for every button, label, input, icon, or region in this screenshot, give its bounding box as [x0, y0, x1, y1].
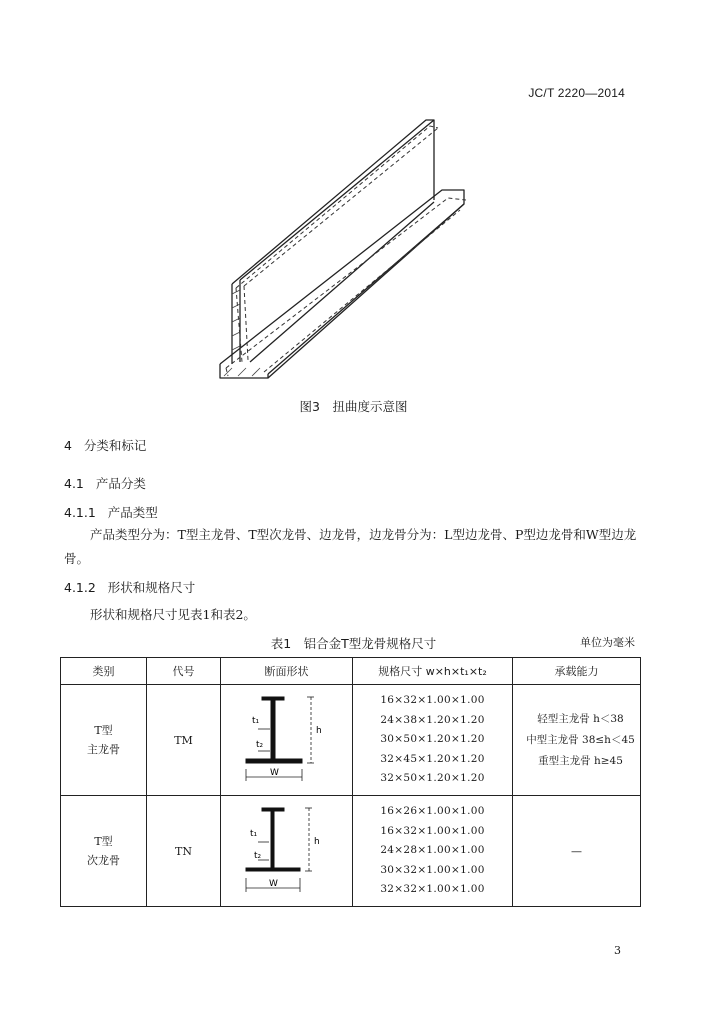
section-4-heading — [64, 436, 146, 454]
twist-outline-web — [236, 126, 438, 288]
figure-3-caption: 图3 扭曲度示意图 — [299, 399, 408, 414]
svg-text:t₁: t₁ — [249, 828, 257, 839]
section-4-1-2-heading — [64, 578, 195, 596]
table-row — [61, 796, 641, 907]
section-number: 4.1.1 — [64, 505, 96, 520]
figure-3-twist-diagram — [212, 112, 482, 390]
cell-dimensions: 16×32×1.00×1.00 24×38×1.20×1.20 30×50×1.20×1.20 32×45×1.20×1.20 32×50×1.20×1.20 — [353, 685, 513, 796]
table-row — [61, 685, 641, 796]
section-title: 分类和标记 — [83, 438, 147, 453]
page-number: 3 — [614, 944, 621, 957]
section-title: 形状和规格尺寸 — [107, 580, 196, 595]
header-code: 代号 — [147, 658, 221, 685]
cell-section-shape — [221, 796, 353, 907]
svg-text:W: W — [268, 878, 278, 889]
table-header-row — [61, 658, 641, 685]
cell-type: T型 主龙骨 — [61, 685, 147, 796]
svg-text:h: h — [315, 725, 322, 736]
table-1 — [60, 657, 641, 907]
header-load-capacity: 承载能力 — [513, 658, 641, 685]
header-dimensions: 规格尺寸 w×h×t₁×t₂ — [353, 658, 513, 685]
cell-type: T型 次龙骨 — [61, 796, 147, 907]
standard-code: JC/T 2220—2014 — [528, 86, 625, 100]
section-number: 4.1 — [64, 476, 84, 491]
table-1-title: 表1 铝合金T型龙骨规格尺寸 — [270, 636, 437, 651]
section-number: 4 — [64, 438, 72, 453]
cell-code: TN — [147, 796, 221, 907]
section-4-1-1-heading — [64, 503, 158, 521]
svg-text:t₂: t₂ — [255, 739, 263, 750]
cell-code: TM — [147, 685, 221, 796]
cell-section-shape — [221, 685, 353, 796]
section-title: 产品分类 — [95, 476, 146, 491]
cell-load-capacity: — — [513, 796, 641, 907]
section-4-1-2-body: 形状和规格尺寸见表1和表2。 — [90, 607, 256, 622]
cell-load-capacity: 轻型主龙骨 h＜38 中型主龙骨 38≤h＜45 重型主龙骨 h≥45 — [513, 685, 641, 796]
section-number: 4.1.2 — [64, 580, 96, 595]
svg-text:t₂: t₂ — [253, 850, 261, 861]
svg-text:W: W — [269, 767, 279, 778]
cell-dimensions: 16×26×1.00×1.00 16×32×1.00×1.00 24×28×1.00×1.00 30×32×1.00×1.00 32×32×1.00×1.00 — [353, 796, 513, 907]
twist-outline-flange — [226, 198, 466, 368]
header-type: 类别 — [61, 658, 147, 685]
section-title: 产品类型 — [107, 505, 158, 520]
header-section-shape: 断面形状 — [221, 658, 353, 685]
section-4-1-heading — [64, 474, 146, 492]
svg-text:t₁: t₁ — [251, 715, 259, 726]
svg-text:h: h — [313, 836, 320, 847]
t-section-drawing — [232, 800, 342, 900]
t-section-drawing — [232, 689, 342, 789]
section-4-1-1-body: 产品类型分为：T型主龙骨、T型次龙骨、边龙骨，边龙骨分为：L型边龙骨、P型边龙骨和W型边龙骨。 — [64, 527, 637, 566]
table-1-unit: 单位为毫米 — [580, 636, 635, 649]
